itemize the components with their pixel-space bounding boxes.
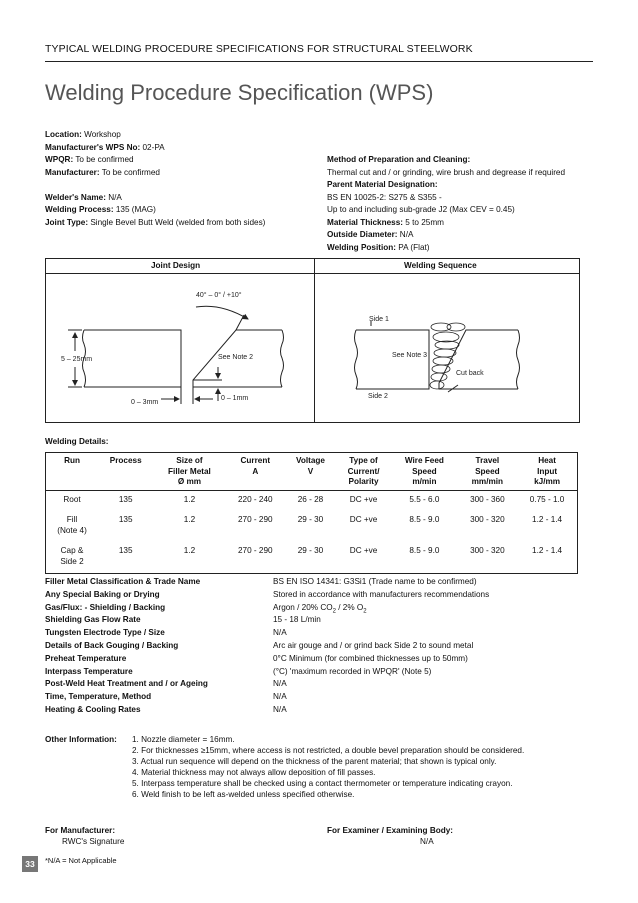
table-cell: Root bbox=[63, 494, 81, 504]
header-rule bbox=[45, 61, 593, 62]
method-label: Method of Preparation and Cleaning: bbox=[327, 155, 471, 164]
property-value: Stored in accordance with manufacturers recommendations bbox=[273, 589, 490, 599]
property-value: N/A bbox=[273, 705, 287, 714]
note-item: 4. Material thickness may not always allow deposition of fill passes. bbox=[132, 768, 376, 777]
manufacturer-sign-label: For Manufacturer: bbox=[45, 826, 116, 835]
parent-label: Parent Material Designation: bbox=[327, 180, 438, 189]
welding-details-title: Welding Details: bbox=[45, 437, 109, 446]
page-number: 33 bbox=[22, 856, 38, 872]
property-label: Tungsten Electrode Type / Size bbox=[45, 628, 165, 638]
field-location: Location: Workshop bbox=[45, 130, 121, 139]
property-label: Heating & Cooling Rates bbox=[45, 705, 141, 714]
property-label: Interpass Temperature bbox=[45, 666, 133, 676]
header-line: Heat bbox=[538, 456, 556, 465]
welding-sequence-title: Welding Sequence bbox=[404, 261, 477, 270]
header-line: kJ/mm bbox=[534, 477, 561, 486]
note-item: 2. For thicknesses ≥15mm, where access is not restricted, a double bevel preparation should be considered. bbox=[132, 746, 525, 755]
left-fields bbox=[45, 129, 265, 229]
property-label: Details of Back Gouging / Backing bbox=[45, 641, 179, 650]
property-label: Gas/Flux: - Shielding / Backing bbox=[45, 602, 166, 612]
property-value: Argon / 20% $CO_2 / 2\%$ $O_2$ bbox=[273, 602, 367, 615]
header-line: Size of bbox=[176, 456, 203, 465]
gap-label: 0 – 3mm bbox=[131, 399, 159, 406]
header-line: Wire Feed bbox=[404, 456, 444, 465]
table-header-cell bbox=[336, 453, 391, 491]
table-header-row bbox=[46, 453, 578, 491]
table-cell: 270 - 290 bbox=[237, 515, 273, 524]
table-cell: Cap & Side 2 bbox=[60, 546, 84, 566]
parent-value-1: BS EN 10025-2: S275 & S355 - bbox=[327, 192, 442, 202]
header-line: Speed bbox=[412, 466, 437, 476]
examiner-sign-value: N/A bbox=[420, 837, 434, 846]
note-item: 1. Nozzle diameter = 16mm. bbox=[132, 735, 235, 744]
table-header-cell bbox=[458, 453, 518, 491]
other-info-label: Other Information: bbox=[45, 735, 117, 744]
header-line: Current/ bbox=[347, 466, 380, 476]
property-value: N/A bbox=[273, 692, 287, 702]
table-header-cell bbox=[46, 453, 99, 491]
property-value: 0°C Minimum (for combined thicknesses up to 50mm) bbox=[273, 653, 468, 663]
property-label: Any Special Baking or Drying bbox=[45, 589, 160, 599]
joint-diagram-box bbox=[45, 258, 580, 423]
header-line: V bbox=[307, 466, 314, 476]
property-value: BS EN ISO 14341: G3Si1 (Trade name to be confirmed) bbox=[273, 577, 477, 586]
table-cell: 135 bbox=[118, 494, 133, 504]
field-outside-diameter: Outside Diameter: N/A bbox=[327, 230, 414, 239]
field-welding-position: Welding Position: PA (Flat) bbox=[327, 242, 430, 252]
property-value: (°C) 'maximum recorded in WPQR' (Note 5) bbox=[273, 666, 432, 676]
header-line: Voltage bbox=[296, 456, 325, 465]
property-label: Time, Temperature, Method bbox=[45, 692, 152, 702]
manufacturer-sign-value: RWC's Signature bbox=[62, 837, 125, 846]
welding-sequence-drawing bbox=[355, 321, 520, 392]
note3-label: See Note 3 bbox=[392, 352, 428, 359]
table-cell: 300 - 320 bbox=[470, 546, 505, 555]
property-label: Post-Weld Heat Treatment and / or Ageing bbox=[45, 679, 208, 689]
table-cell: 300 - 360 bbox=[470, 494, 505, 504]
table-cell: 135 bbox=[118, 546, 133, 555]
header-line: Polarity bbox=[348, 477, 379, 486]
field-wpqr: WPQR: To be confirmed bbox=[45, 155, 134, 164]
side2-label: Side 2 bbox=[368, 393, 388, 400]
welding-details-table bbox=[45, 452, 578, 574]
header-line: mm/min bbox=[471, 477, 504, 486]
table-cell: DC +ve bbox=[349, 494, 378, 504]
footnote: *N/A = Not Applicable bbox=[45, 856, 117, 865]
table-header-cell bbox=[98, 453, 153, 491]
page-header: TYPICAL WELDING PROCEDURE SPECIFICATIONS FOR STRUCTURAL STEELWORK bbox=[45, 43, 473, 55]
table-body bbox=[46, 490, 578, 574]
property-value: N/A bbox=[273, 679, 287, 689]
property-label: Preheat Temperature bbox=[45, 653, 127, 663]
table-header-cell bbox=[153, 453, 225, 491]
header-line: Process bbox=[109, 456, 142, 465]
note-item: 6. Weld finish to be left as-welded unless specified otherwise. bbox=[132, 790, 355, 799]
cut-back-label: Cut back bbox=[456, 370, 484, 377]
table-cell: DC +ve bbox=[349, 546, 378, 555]
note-item: 3. Actual run sequence will depend on the thickness of the parent material; that shown is typical only. bbox=[132, 757, 497, 766]
root-face-label: 0 – 1mm bbox=[221, 395, 249, 402]
table-cell: 29 - 30 bbox=[297, 515, 324, 524]
field-joint-type: Joint Type: Single Bevel Butt Weld (welded from both sides) bbox=[45, 217, 266, 227]
table-cell: 1.2 bbox=[183, 546, 196, 555]
table-cell: Fill (Note 4) bbox=[57, 515, 87, 535]
table-cell: 300 - 320 bbox=[470, 515, 505, 524]
field-welder-name: Welder's Name: N/A bbox=[45, 192, 122, 202]
note-item: 5. Interpass temperature shall be checked using a contact thermometer or temperature indicating crayon. bbox=[132, 779, 513, 788]
table-cell: 135 bbox=[118, 515, 133, 524]
method-value: Thermal cut and / or grinding, wire brush and degrease if required bbox=[327, 167, 566, 177]
field-thickness: Material Thickness: 5 to 25mm bbox=[327, 217, 444, 227]
field-welding-process: Welding Process: 135 (MAG) bbox=[45, 205, 156, 214]
table-cell: 1.2 bbox=[183, 494, 196, 504]
thickness-dim-label: 5 – 25mm bbox=[61, 356, 93, 363]
property-value: Arc air gouge and / or grind back Side 2 to sound metal bbox=[273, 641, 474, 650]
notes-list bbox=[132, 734, 582, 800]
parent-value-2: Up to and including sub-grade J2 (Max CEV = 0.45) bbox=[327, 205, 515, 214]
table-cell: 270 - 290 bbox=[237, 546, 273, 555]
header-line: Travel bbox=[475, 456, 500, 465]
header-line: Ø mm bbox=[177, 477, 202, 486]
table-cell: 8.5 - 9.0 bbox=[409, 515, 440, 524]
header-line: Run bbox=[64, 456, 80, 465]
table-cell: 8.5 - 9.0 bbox=[409, 546, 440, 555]
table-row bbox=[46, 505, 578, 536]
property-label: Filler Metal Classification & Trade Name bbox=[45, 577, 201, 586]
table-cell: 0.75 - 1.0 bbox=[529, 494, 565, 504]
table-row bbox=[46, 490, 578, 505]
table-header-cell bbox=[391, 453, 457, 491]
table-cell: 1.2 - 1.4 bbox=[532, 515, 563, 524]
property-value: N/A bbox=[273, 628, 287, 638]
table-cell: 5.5 - 6.0 bbox=[409, 494, 440, 504]
table-cell: DC +ve bbox=[349, 515, 378, 524]
header-line: A bbox=[252, 466, 259, 476]
table-header-cell bbox=[517, 453, 577, 491]
table-header-cell bbox=[285, 453, 336, 491]
page-title: Welding Procedure Specification (WPS) bbox=[45, 80, 434, 105]
header-line: Filler Metal bbox=[168, 466, 211, 476]
table-cell: 29 - 30 bbox=[297, 546, 324, 555]
header-line: Speed bbox=[475, 466, 500, 476]
table-cell: 26 - 28 bbox=[297, 494, 324, 504]
joint-design-title: Joint Design bbox=[151, 261, 201, 270]
side1-label: Side 1 bbox=[369, 316, 389, 323]
header-line: Type of bbox=[349, 456, 378, 465]
field-wps-no: Manufacturer's WPS No: 02-PA bbox=[45, 142, 165, 152]
right-fields bbox=[327, 154, 565, 254]
property-value: 15 - 18 L/min bbox=[273, 615, 321, 625]
field-manufacturer: Manufacturer: To be confirmed bbox=[45, 167, 160, 177]
table-cell: 220 - 240 bbox=[237, 494, 273, 504]
table-row bbox=[46, 536, 578, 574]
header-line: Input bbox=[537, 466, 558, 476]
header-line: m/min bbox=[412, 477, 437, 486]
note2-label: See Note 2 bbox=[218, 354, 254, 361]
header-line: Current bbox=[240, 456, 271, 465]
examiner-sign-label: For Examiner / Examining Body: bbox=[327, 826, 454, 835]
table-header-cell bbox=[226, 453, 286, 491]
joint-diagrams-svg bbox=[46, 259, 579, 422]
table-cell: 1.2 - 1.4 bbox=[532, 546, 563, 555]
property-label: Shielding Gas Flow Rate bbox=[45, 615, 141, 625]
table-cell: 1.2 bbox=[183, 515, 196, 524]
angle-label: 40° – 0° / +10° bbox=[196, 292, 242, 299]
